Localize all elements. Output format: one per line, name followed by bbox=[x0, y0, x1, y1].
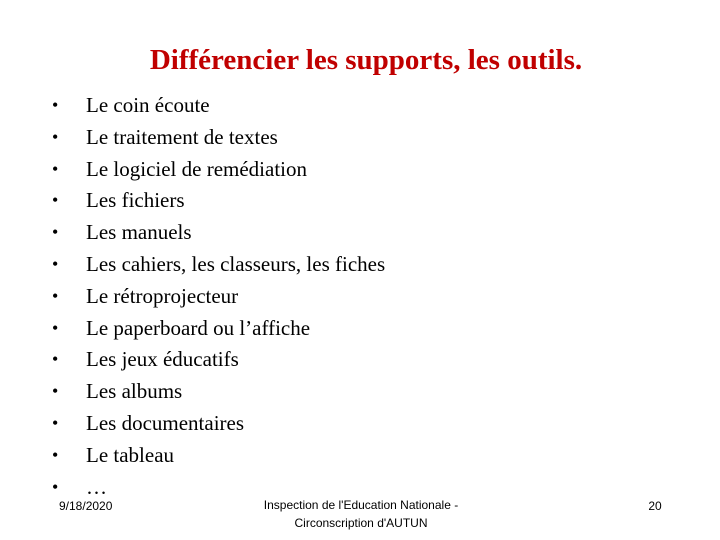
list-item-text: Les jeux éducatifs bbox=[86, 347, 239, 372]
bullet-icon: • bbox=[52, 317, 59, 338]
bullet-icon: • bbox=[52, 444, 59, 465]
list-item-text: Le paperboard ou l’affiche bbox=[86, 315, 311, 340]
slide-title: Différencier les supports, les outils. bbox=[149, 44, 583, 76]
footer-organization-line-2: Circonscription d'AUTUN bbox=[294, 516, 428, 530]
bullet-icon: • bbox=[52, 349, 59, 370]
list-item-text: Les albums bbox=[86, 379, 183, 404]
bullet-icon: • bbox=[52, 126, 59, 147]
list-item-text: Les documentaires bbox=[86, 410, 245, 435]
bullet-icon: • bbox=[52, 476, 59, 497]
bullet-icon: • bbox=[52, 253, 59, 274]
bullet-icon: • bbox=[52, 158, 59, 179]
list-item-text: Les cahiers, les classeurs, les fiches bbox=[86, 251, 386, 276]
list-item-text: Les manuels bbox=[86, 220, 192, 245]
bullet-icon: • bbox=[52, 285, 59, 306]
list-item-text: Le logiciel de remédiation bbox=[86, 156, 307, 181]
bullet-icon: • bbox=[52, 412, 59, 433]
bullet-icon: • bbox=[52, 222, 59, 243]
footer-date: 9/18/2020 bbox=[59, 499, 113, 513]
bullet-icon: • bbox=[52, 381, 59, 402]
list-item-text: Le rétroprojecteur bbox=[86, 283, 239, 308]
list-item-text: Les fichiers bbox=[86, 188, 185, 213]
bullet-icon: • bbox=[52, 190, 59, 211]
list-item-text: Le coin écoute bbox=[86, 93, 210, 117]
list-item-text: Le tableau bbox=[86, 442, 175, 467]
footer-organization-line-1: Inspection de l'Education Nationale - bbox=[263, 498, 459, 512]
page-number: 20 bbox=[648, 499, 662, 513]
footer-organization bbox=[230, 496, 492, 532]
bullet-icon: • bbox=[52, 95, 59, 115]
list-item-text: Le traitement de textes bbox=[86, 124, 278, 149]
list-item-text: … bbox=[86, 474, 107, 499]
